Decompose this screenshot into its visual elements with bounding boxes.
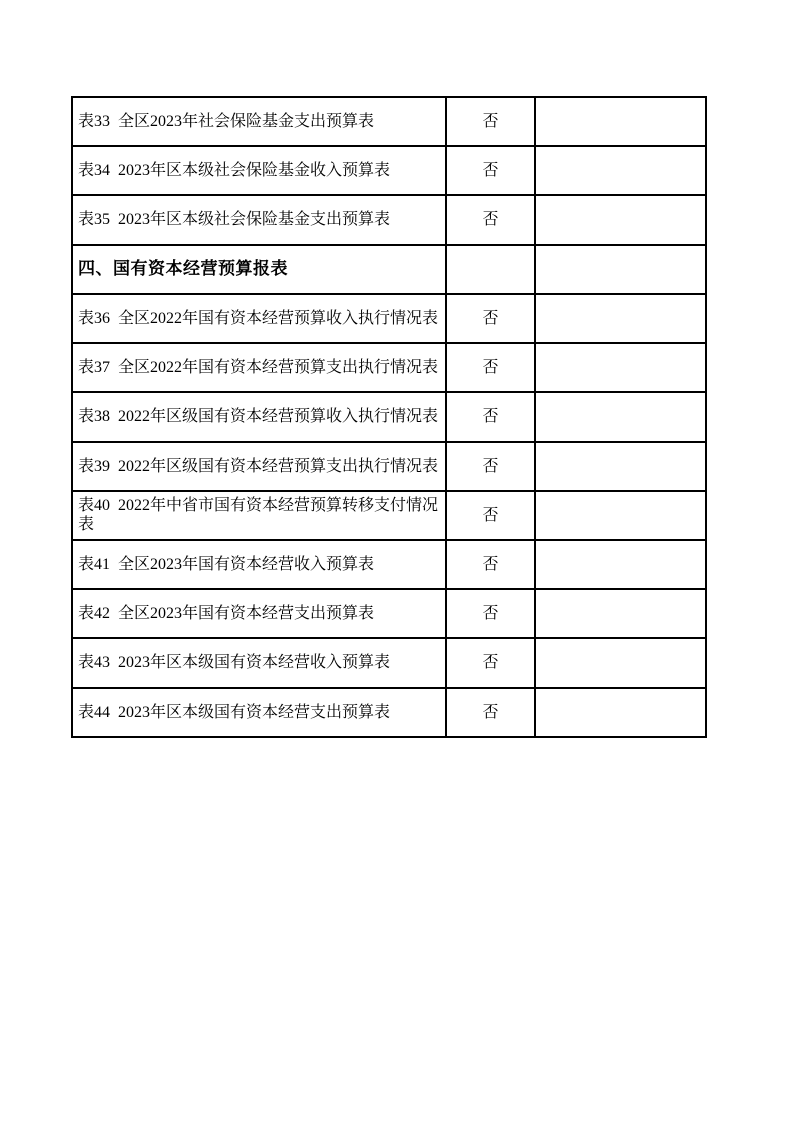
table-row [72,343,706,392]
status-cell: 否 [446,195,535,244]
table-row [72,294,706,343]
status-cell: 否 [446,688,535,737]
remark-cell [535,97,706,146]
status-cell: 否 [446,589,535,638]
table-row [72,491,706,540]
status-cell: 否 [446,294,535,343]
remark-cell [535,688,706,737]
status-cell: 否 [446,97,535,146]
budget-report-list-table [71,96,707,738]
report-name-cell: 表39 2022年区级国有资本经营预算支出执行情况表 [72,442,446,491]
report-name-cell: 表43 2023年区本级国有资本经营收入预算表 [72,638,446,687]
section-header-row [72,245,706,294]
report-name-cell: 表38 2022年区级国有资本经营预算收入执行情况表 [72,392,446,441]
remark-cell [535,442,706,491]
table-row [72,392,706,441]
report-name-cell: 表36 全区2022年国有资本经营预算收入执行情况表 [72,294,446,343]
report-name-cell: 表42 全区2023年国有资本经营支出预算表 [72,589,446,638]
report-name-cell: 表34 2023年区本级社会保险基金收入预算表 [72,146,446,195]
status-cell: 否 [446,392,535,441]
table-row [72,195,706,244]
table-row [72,146,706,195]
status-cell [446,245,535,294]
table-row [72,540,706,589]
report-name-cell: 表33 全区2023年社会保险基金支出预算表 [72,97,446,146]
status-cell: 否 [446,442,535,491]
table-row [72,688,706,737]
remark-cell [535,195,706,244]
status-cell: 否 [446,491,535,540]
section-title: 四、国有资本经营预算报表 [72,245,446,294]
report-name-cell: 表35 2023年区本级社会保险基金支出预算表 [72,195,446,244]
status-cell: 否 [446,540,535,589]
remark-cell [535,589,706,638]
remark-cell [535,638,706,687]
table-row [72,97,706,146]
status-cell: 否 [446,146,535,195]
table-row [72,638,706,687]
remark-cell [535,146,706,195]
report-name-cell: 表44 2023年区本级国有资本经营支出预算表 [72,688,446,737]
report-name-cell: 表37 全区2022年国有资本经营预算支出执行情况表 [72,343,446,392]
status-cell: 否 [446,343,535,392]
remark-cell [535,245,706,294]
remark-cell [535,343,706,392]
remark-cell [535,491,706,540]
status-cell: 否 [446,638,535,687]
remark-cell [535,540,706,589]
table-row [72,442,706,491]
report-name-cell: 表41 全区2023年国有资本经营收入预算表 [72,540,446,589]
table-row [72,589,706,638]
remark-cell [535,294,706,343]
remark-cell [535,392,706,441]
report-name-cell: 表40 2022年中省市国有资本经营预算转移支付情况表 [72,491,446,540]
